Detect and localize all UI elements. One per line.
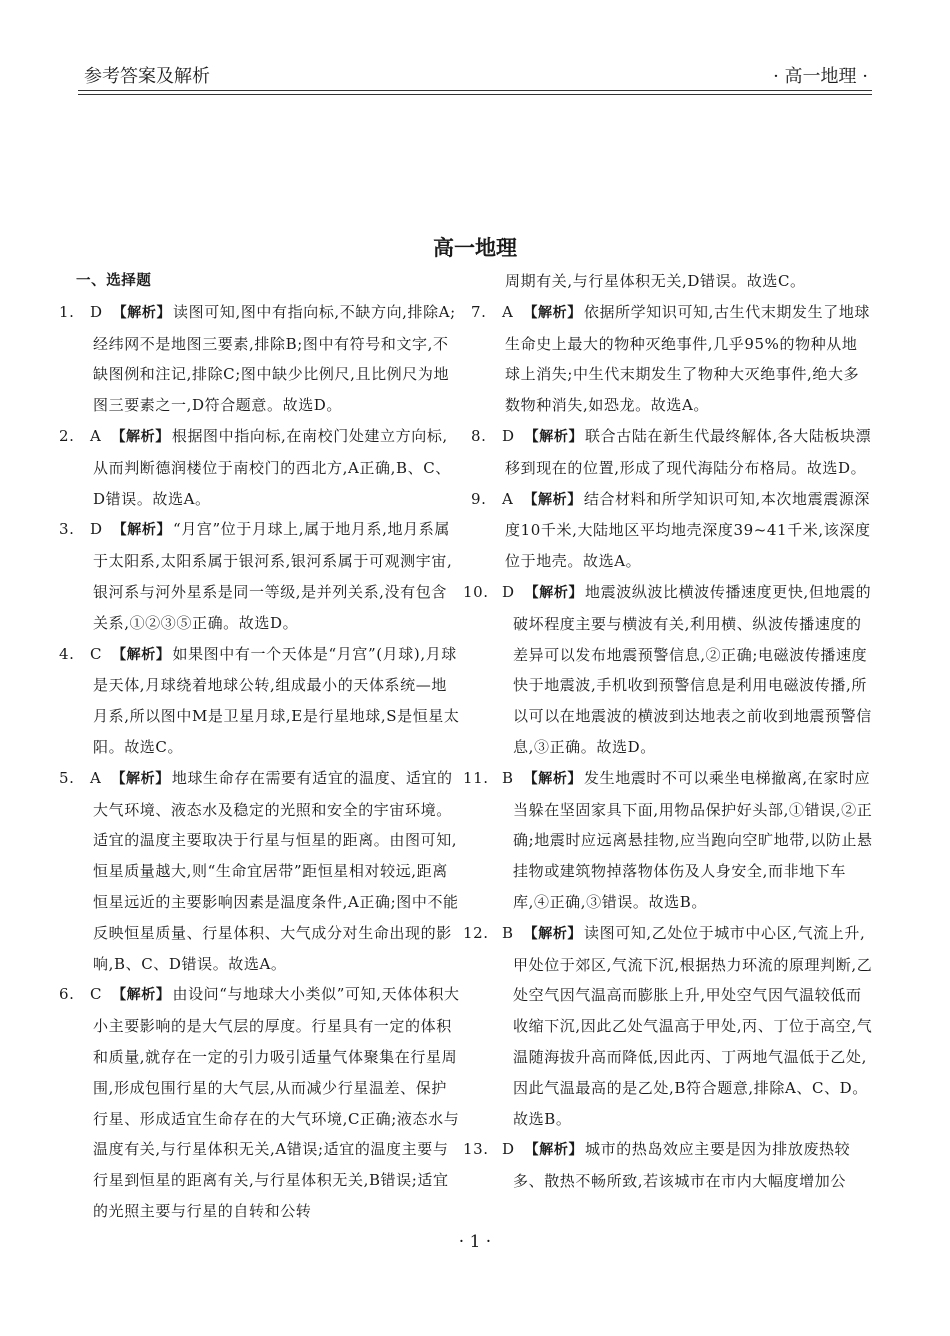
header-rule-thin [78, 94, 872, 95]
left-column [59, 266, 461, 1227]
answer-item: 2. A 【解析】 根据图中指向标,在南校门处建立方向标,从而判断德润楼位于南校门的西北方,A正确,B、C、D错误。故选A。 [59, 426, 451, 508]
answer-item: 5. A 【解析】 地球生命存在需要有适宜的温度、适宜的大气环境、液态水及稳定的光照和安全的宇宙环境。适宜的温度主要取决于行星与恒星的距离。由图可知,恒星质量越大,则“生命宜居带”距恒星相对较远,距离恒星远近的主要影响因素是温度条件,A正确;图中不能反映恒星质量、行星体积、大气成分对生命出现的影响,B、C、D错误。故选A。 [59, 768, 459, 973]
answer-continuation: 周期有关,与行星体积无关,D错误。故选C。 [505, 272, 806, 290]
answer-item: 11. B 【解析】 发生地震时不可以乘坐电梯撤离,在家时应当躲在坚固家具下面,用物品保护好头部,①错误,②正确;地震时应远离悬挂物,应当跑向空旷地带,以防止悬挂物或建筑物掉落物体伤及人身安全,而非地下车库,④正确,③错误。故选B。 [463, 768, 873, 911]
answer-item: 7. A 【解析】 依据所学知识可知,古生代末期发生了地球生命史上最大的物种灭绝事件,几乎95%的物种从地球上消失;中生代末期发生了物种大灭绝事件,绝大多数物种消失,如恐龙。故选A。 [471, 302, 871, 415]
page-title: 高一地理 [433, 236, 517, 260]
answer-item: 12. B 【解析】 读图可知,乙处位于城市中心区,气流上升,甲处位于郊区,气流下沉,根据热力环流的原理判断,乙处空气因气温高而膨胀上升,甲处空气因气温较低而收缩下沉,因此乙处气温高于甲处,丙、丁位于高空,气温随海拔升高而降低,因此丙、丁两地气温低于乙处,因此气温最高的是乙处,B符合题意,排除A、C、D。故选B。 [463, 923, 873, 1128]
header-rule-thick [78, 90, 872, 91]
right-column [463, 266, 873, 1197]
header-right-title: · 高一地理 · [773, 66, 868, 87]
answer-item: 9. A 【解析】 结合材料和所学知识可知,本次地震震源深度10千米,大陆地区平均地壳深度39~41千米,该深度位于地壳。故选A。 [471, 489, 871, 571]
answer-item: 6. C 【解析】 由设问“与地球大小类似”可知,天体体积大小主要影响的是大气层的厚度。行星具有一定的体积和质量,就存在一定的引力吸引适量气体聚集在行星周围,形成包围行星的大气层,从而减少行星温差、保护行星、形成适宜生命存在的大气环境,C正确;液态水与温度有关,与行星体积无关,A错误;适宜的温度主要与行星到恒星的距离有关,与行星体积无关,B错误;适宜的光照主要与行星的自转和公转 [59, 985, 460, 1220]
page-number: · 1 · [458, 1232, 492, 1252]
header-left-title: 参考答案及解析 [84, 66, 210, 87]
answer-item: 8. D 【解析】 联合古陆在新生代最终解体,各大陆板块漂移到现在的位置,形成了现代海陆分布格局。故选D。 [471, 426, 872, 477]
answer-item: 4. C 【解析】 如果图中有一个天体是“月宫”(月球),月球是天体,月球绕着地球公转,组成最小的天体系统—地月系,所以图中M是卫星月球,E是行星地球,S是恒星太阳。故选C。 [59, 644, 460, 756]
answer-item: 10. D 【解析】 地震波纵波比横波传播速度更快,但地震的破坏程度主要与横波有关,利用横、纵波传播速度的差异可以发布地震预警信息,②正确;电磁波传播速度快于地震波,手机收到预警信息是利用电磁波传播,所以可以在地震波的横波到达地表之前收到地震预警信息,③正确。故选D。 [463, 582, 872, 756]
answer-item: 13. D 【解析】 城市的热岛效应主要是因为排放废热较多、散热不畅所致,若该城市在市内大幅度增加公 [463, 1140, 851, 1191]
answer-item: 1. D 【解析】 读图可知,图中有指向标,不缺方向,排除A;经纬网不是地图三要素,排除B;图中有符号和文字,不缺图例和注记,排除C;图中缺少比例尺,且比例尺为地图三要素之一,D符合题意。故选D。 [59, 302, 456, 415]
section-title: 一、选择题 [76, 273, 152, 289]
page-header [78, 58, 872, 94]
answer-item: 3. D 【解析】 “月宫”位于月球上,属于地月系,地月系属于太阳系,太阳系属于银河系,银河系属于可观测宇宙,银河系与河外星系是同一等级,是并列关系,没有包含关系,①②③⑤正确。故选D。 [59, 520, 453, 632]
